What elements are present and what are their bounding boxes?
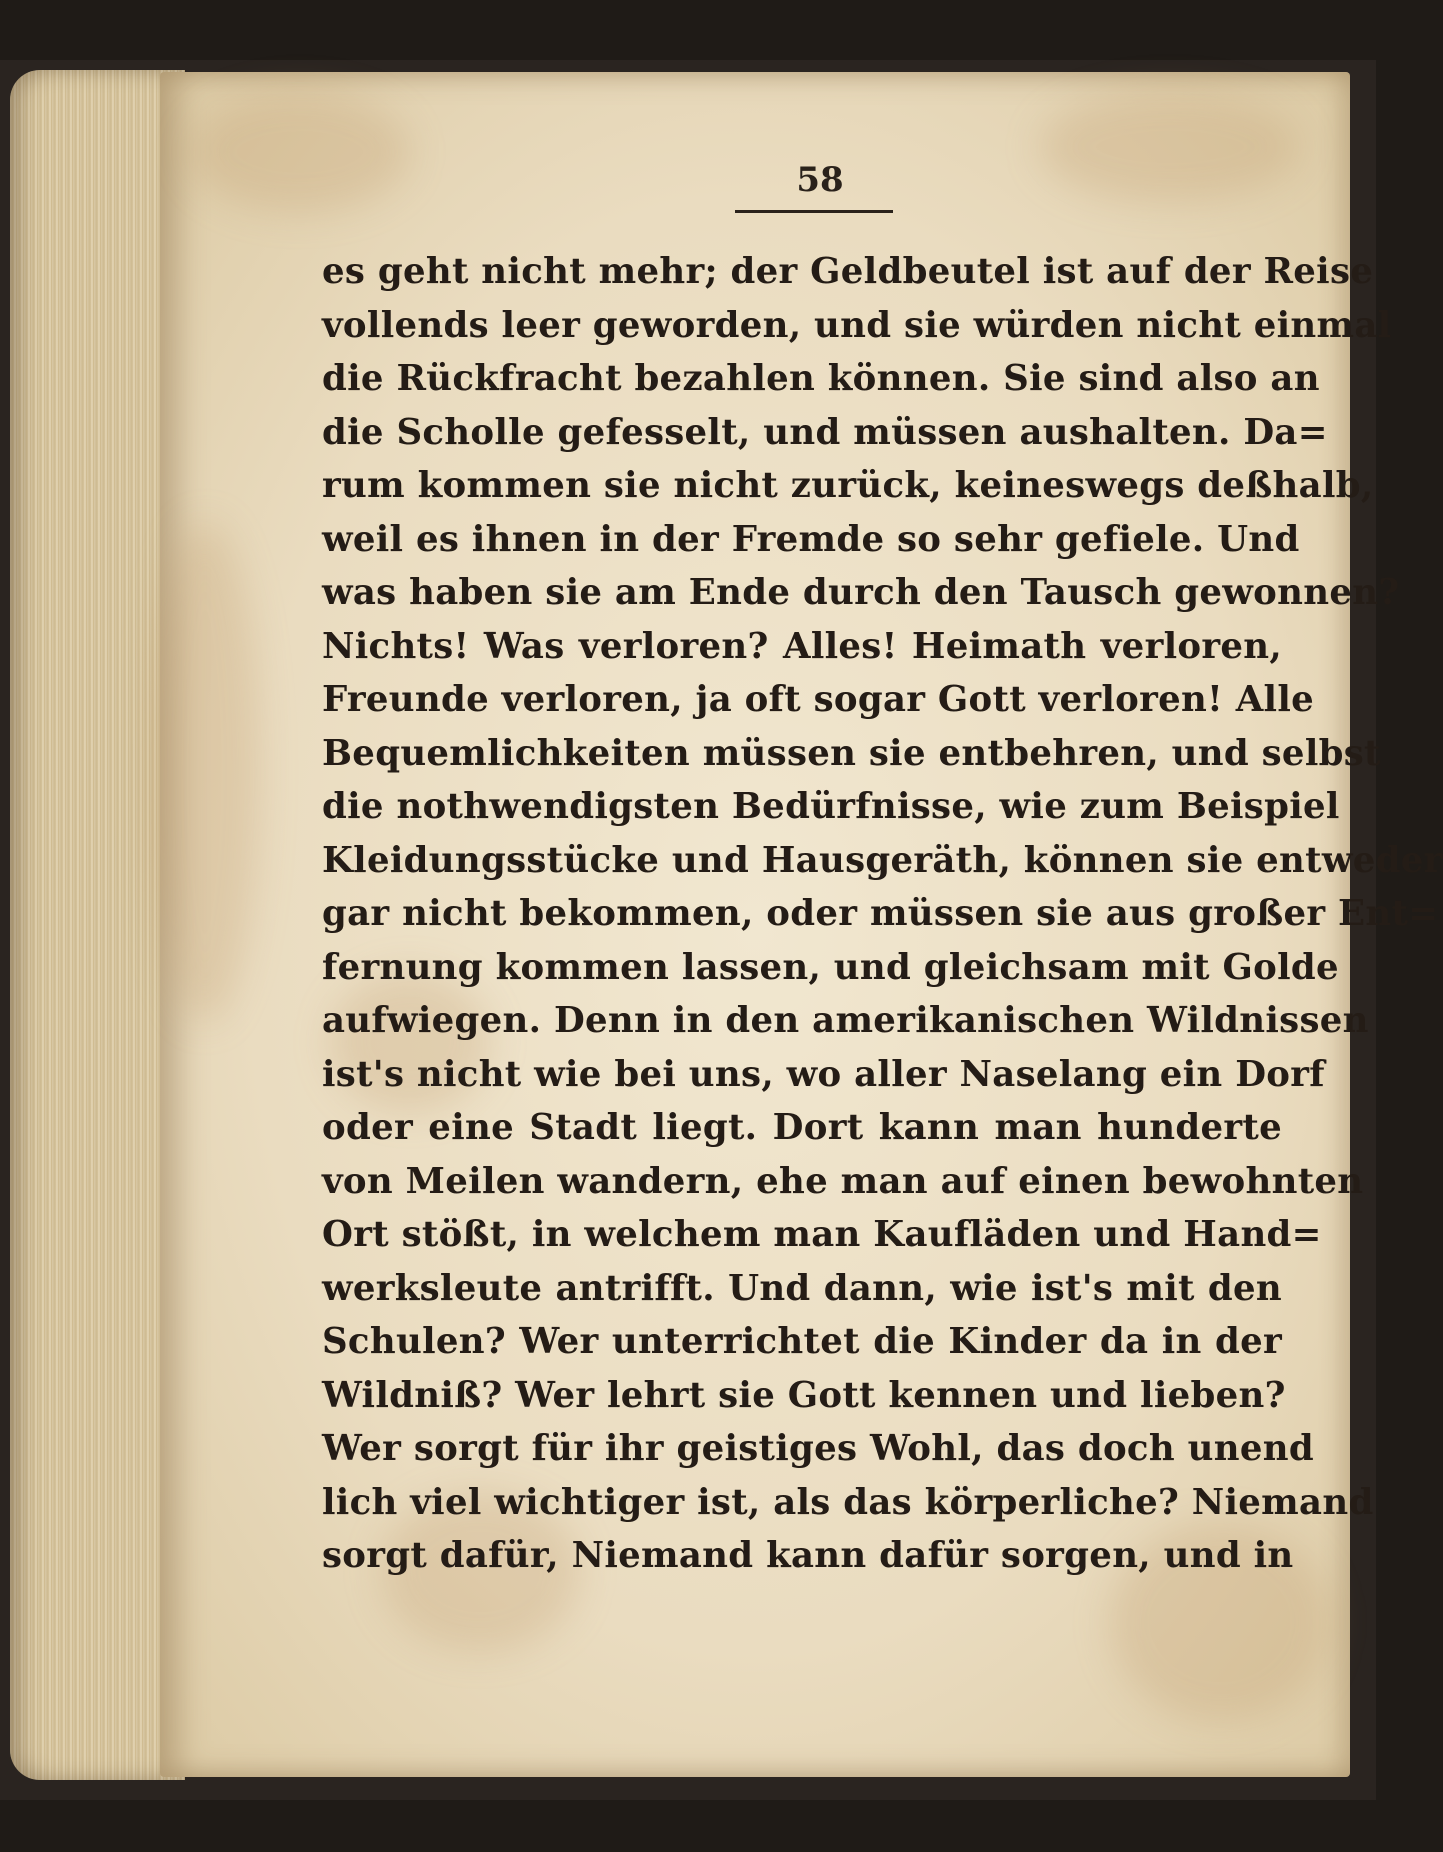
page-number-rule: [735, 210, 893, 213]
text-line: Freunde verloren, ja oft sogar Gott verloren! Alle: [322, 679, 1314, 720]
text-line: aufwiegen. Denn in den amerikanischen Wildnissen: [322, 1000, 1369, 1041]
text-line: die Rückfracht bezahlen können. Sie sind also an: [322, 358, 1320, 399]
text-line: Kleidungsstücke und Hausgeräth, können sie entweder: [322, 839, 1443, 881]
text-line: gar nicht bekommen, oder müssen sie aus großer Ent=: [322, 893, 1439, 934]
page-number: 58: [796, 160, 844, 200]
text-line: Nichts! Was verloren? Alles! Heimath verloren,: [322, 625, 1282, 667]
text-line: es geht nicht mehr; der Geldbeutel ist auf der Reise: [322, 251, 1374, 292]
text-line: fernung kommen lassen, und gleichsam mit Golde: [322, 946, 1339, 988]
text-line: werksleute antrifft. Und dann, wie ist's mit den: [322, 1267, 1282, 1309]
text-line: die nothwendigsten Bedürfnisse, wie zum Beispiel: [322, 786, 1340, 827]
text-line: lich viel wichtiger ist, als das körperliche? Niemand: [322, 1481, 1374, 1523]
stain: [190, 92, 410, 212]
text-line: sorgt dafür, Niemand kann dafür sorgen, und in: [322, 1535, 1294, 1576]
stain: [150, 522, 260, 1022]
text-line: weil es ihnen in der Fremde so sehr gefiele. Und: [322, 518, 1300, 560]
text-line: was haben sie am Ende durch den Tausch gewonnen?: [322, 572, 1400, 613]
page-edges: [10, 70, 185, 1780]
stain: [1040, 92, 1300, 202]
text-line: oder eine Stadt liegt. Dort kann man hunderte: [322, 1107, 1282, 1148]
text-line: Schulen? Wer unterrichtet die Kinder da in der: [322, 1321, 1282, 1362]
text-line: von Meilen wandern, ehe man auf einen bewohnten: [322, 1160, 1364, 1202]
body-text: [322, 245, 1443, 1583]
text-line: Bequemlichkeiten müssen sie entbehren, und selbst: [322, 732, 1381, 774]
text-line: die Scholle gefesselt, und müssen aushalten. Da=: [322, 411, 1328, 453]
text-line: ist's nicht wie bei uns, wo aller Naselang ein Dorf: [322, 1053, 1325, 1095]
text-line: vollends leer geworden, und sie würden nicht einmal: [322, 304, 1392, 346]
text-line: rum kommen sie nicht zurück, keineswegs deßhalb,: [322, 465, 1374, 506]
text-line: Wildniß? Wer lehrt sie Gott kennen und lieben?: [322, 1374, 1286, 1416]
text-line: Ort stößt, in welchem man Kaufläden und Hand=: [322, 1214, 1322, 1255]
text-line: Wer sorgt für ihr geistiges Wohl, das doch unend: [322, 1428, 1314, 1469]
